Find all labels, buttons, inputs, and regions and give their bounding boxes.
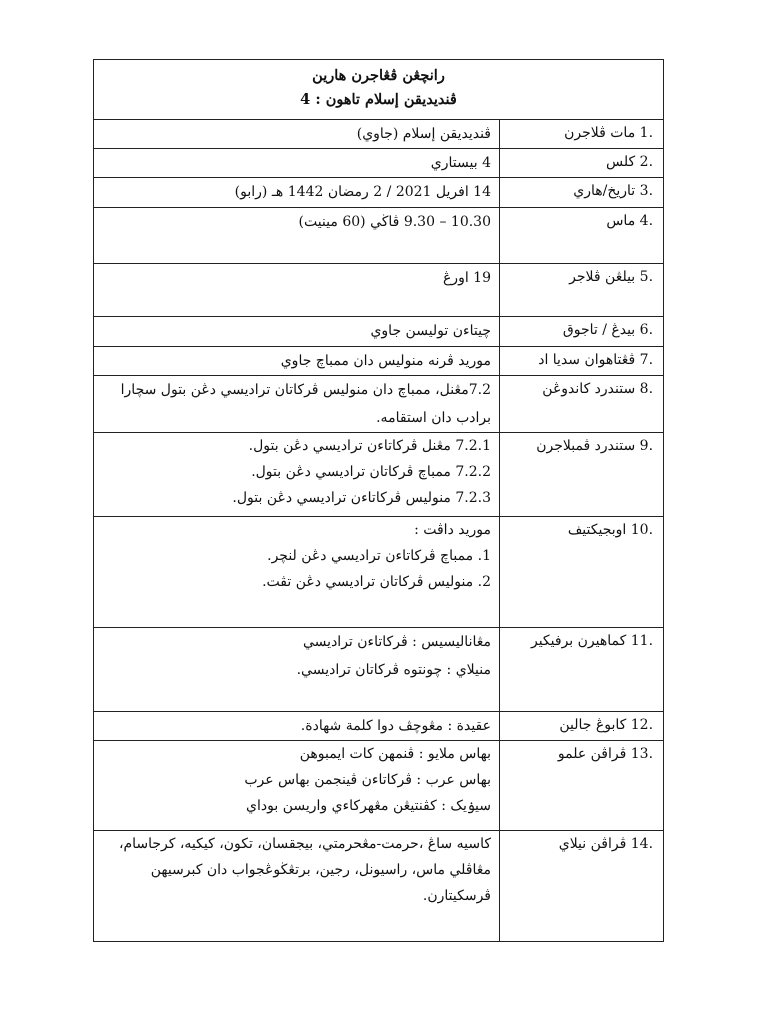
row-label-cell [500,317,664,347]
row-value-line: کاسيه ساڠ ،حرمت-مڠحرمتي، بيجقسان، تکون، کيکيه، کرجاسام، [118,836,491,852]
row-label: بيدڠ / تاجوق [562,322,636,338]
row-label-cell [500,208,664,264]
plan-row [94,317,664,347]
row-number: 5. [639,269,654,285]
row-value-line: 7.2.3 منوليس ڤرکاتاءن ترادیسي دڠن بتول. [232,490,491,506]
row-value-line: 10.30 – 9.30 ڤاڬي (60 مينيت) [298,214,491,230]
plan-row [94,433,664,517]
plan-row [94,208,664,264]
row-label-cell [500,433,664,517]
row-value-cell [94,741,500,831]
row-number: 14. [630,836,654,852]
row-number: 4. [639,213,654,229]
row-value-cell [94,178,500,208]
row-label: ستندرد ڤمبلاجرن [536,438,636,454]
row-label-cell [500,376,664,433]
row-label: ڤراڤن نيلاي [558,836,627,852]
row-number: 1. [639,125,654,141]
row-number: 3. [639,183,654,199]
lesson-plan-table [93,59,664,942]
row-label-cell [500,264,664,317]
row-label-cell [500,517,664,628]
row-value-cell [94,317,500,347]
row-label: تاريخ/هاري [573,183,636,199]
plan-row [94,120,664,149]
row-label: اوبجيکتيف [567,522,627,538]
plan-row [94,741,664,831]
row-number: 10. [630,522,654,538]
row-label-cell [500,741,664,831]
plan-row [94,376,664,433]
row-value-line: منيلاي : چونتوه ڤرکاتان ترادیسي. [296,662,491,678]
row-value-line: ڤرسکيتارن. [422,888,491,904]
row-number: 8. [639,381,654,397]
row-value-cell [94,208,500,264]
header-row [94,60,664,120]
row-label: کماهيرن برفيکير [530,633,627,649]
plan-row [94,628,664,712]
row-label-cell [500,831,664,942]
header-cell [94,60,664,120]
row-label: ماس [606,213,636,229]
row-label-cell [500,120,664,149]
row-value-line: موريد ڤرنه منوليس دان ممباچ جاوي [280,353,491,369]
plan-row [94,831,664,942]
row-label: بيلڠن ڤلاجر [569,269,636,285]
row-label-cell [500,628,664,712]
row-value-line: موريد داڤت : [414,522,491,538]
row-value-line: ڤنديديقن إسلام (جاوي) [356,126,491,142]
row-value-line: 19 اورڠ [442,270,491,286]
row-number: 13. [630,746,654,762]
row-value-line: چيتاءن تولیسن جاوي [370,323,491,339]
row-value-line: بهاس ملايو : ڤنمهن کات ايمبوهن [299,746,491,762]
row-value-cell [94,628,500,712]
plan-row [94,347,664,376]
row-value-cell [94,433,500,517]
plan-subtitle: ڤنديديقن إسلام تاهون : 4 [300,91,457,108]
plan-row [94,517,664,628]
row-value-cell [94,376,500,433]
row-label: مات ڤلاجرن [564,125,636,141]
row-value-line: 1. ممباچ ڤرکاتاءن ترادیسي دڠن لنچر. [267,548,491,564]
row-label-cell [500,149,664,178]
row-value-cell [94,120,500,149]
plan-title: رانچڠن ڤڠاجرن هارين [312,67,445,84]
row-value-cell [94,347,500,376]
row-value-line: مڠاڤلي ماس، راسيونل، رجين، برتڠڬوڠجواب دان کبرسيهن [150,862,491,878]
row-value-line: برادب دان استقامه. [376,410,491,426]
row-value-line: 7.2.2 ممباچ ڤرکاتان ترادیسي دڠن بتول. [251,464,491,480]
row-label: ڤڠتاهوان سديا اد [538,352,636,368]
row-label: کابوڠ جالين [559,717,627,733]
row-value-cell [94,831,500,942]
row-value-cell [94,264,500,317]
row-label-cell [500,178,664,208]
row-label: ڤراڤن علمو [557,746,627,762]
row-value-line: عقيدة : مڠوچڤ دوا کلمة شهادة. [300,718,491,734]
row-number: 9. [639,438,654,454]
row-value-cell [94,149,500,178]
row-value-line: 7.2مڠنل، ممباچ دان منوليس ڤرکاتان ترادیسي دڠن بتول سچارا [120,382,491,398]
row-value-line: 4 بيستاري [430,155,491,171]
row-label-cell [500,347,664,376]
plan-row [94,149,664,178]
row-value-line: بهاس عرب : ڤرکاتاءن ڤينجمن بهاس عرب [244,772,491,788]
plan-row [94,264,664,317]
plan-row [94,712,664,741]
plan-row [94,178,664,208]
row-number: 7. [639,352,654,368]
row-label-cell [500,712,664,741]
row-value-line: سيۏيک : کڤنتيڠن مڠهرکاءي واريسن بوداي [246,798,491,814]
row-value-line: 7.2.1 مڠنل ڤرکاتاءن ترادیسي دڠن بتول. [248,438,491,454]
row-value-cell [94,517,500,628]
row-value-line: 14 افريل 2021 / 2 رمضان 1442 هـ (رابو) [234,184,491,200]
row-value-line: 2. منوليس ڤرکاتان ترادیسي دڠن تڤت. [262,574,491,590]
row-value-cell [94,712,500,741]
row-label: كلس [606,154,636,170]
row-number: 11. [630,633,654,649]
row-value-line: مڠاناليسيس : ڤرکاتاءن ترادیسي [303,634,491,650]
row-number: 6. [639,322,654,338]
row-number: 12. [630,717,654,733]
row-number: 2. [639,154,654,170]
row-label: ستندرد کاندوڠن [542,381,636,397]
